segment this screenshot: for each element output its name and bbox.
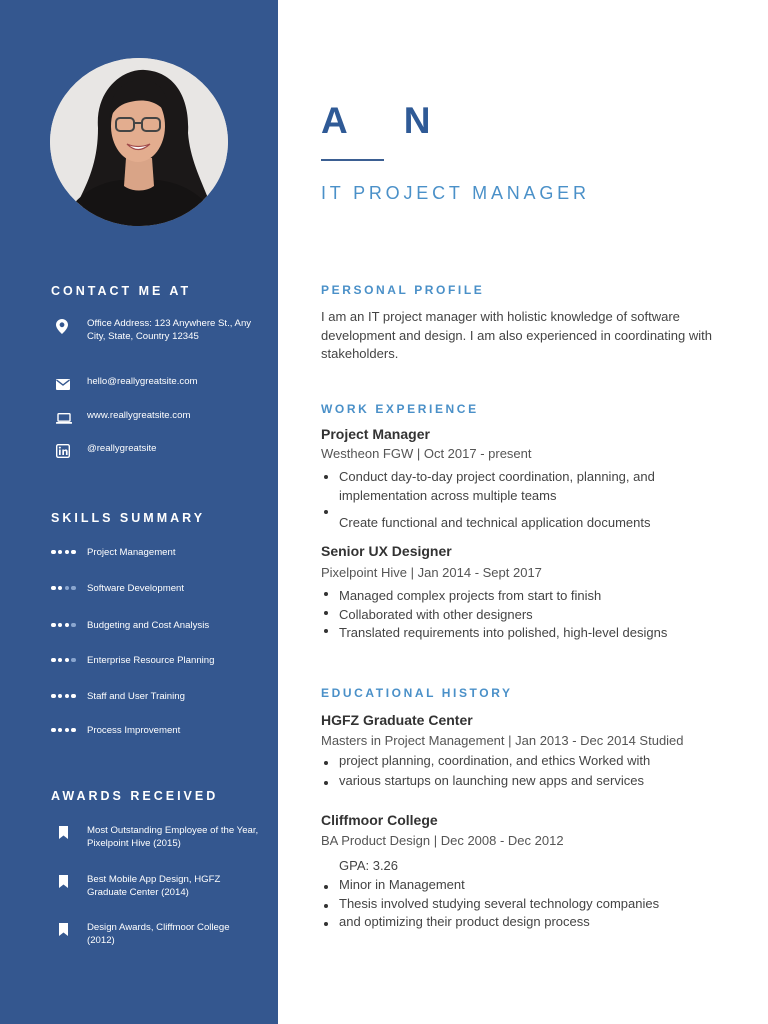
skill-label: Project Management <box>87 546 176 558</box>
bullet-text: and optimizing their product design process <box>339 914 590 929</box>
skill-level-dots <box>51 586 87 591</box>
skill-level-dot <box>58 694 63 699</box>
job-bullet <box>321 606 731 625</box>
bullet-text: Minor in Management <box>339 877 465 892</box>
bullet-dot <box>324 629 328 633</box>
skill-level-dot <box>58 550 63 555</box>
portrait-illustration <box>50 58 228 226</box>
sidebar <box>0 0 278 1024</box>
bullet-dot <box>324 475 328 479</box>
job-title: Senior UX Designer <box>321 543 452 559</box>
school-meta: BA Product Design | Dec 2008 - Dec 2012 <box>321 833 564 848</box>
full-name: A N <box>321 100 432 141</box>
job-meta: Pixelpoint Hive | Jan 2014 - Sept 2017 <box>321 565 542 580</box>
bullet-text: Managed complex projects from start to finish <box>339 588 602 603</box>
bullet-text: Collaborated with other designers <box>339 607 533 622</box>
bullet-text: Thesis involved studying several technology companies <box>339 896 660 911</box>
skills-heading: SKILLS SUMMARY <box>51 511 206 525</box>
skill-level-dots <box>51 623 87 628</box>
job-bullet <box>321 514 731 533</box>
skill-item <box>51 619 209 631</box>
bullet-dot <box>324 761 328 765</box>
skill-level-dot <box>58 586 63 591</box>
job-role: IT PROJECT MANAGER <box>321 183 590 203</box>
location-pin-icon <box>56 318 76 334</box>
skill-label: Process Improvement <box>87 724 181 736</box>
skill-level-dot <box>71 623 76 628</box>
bullet-dot <box>324 922 328 926</box>
address-text: Office Address: 123 Anywhere St., Any City, State, Country 12345 <box>87 318 252 342</box>
bullet-dot <box>324 611 328 615</box>
award-text: Design Awards, Cliffmoor College (2012) <box>87 922 230 946</box>
skill-level-dots <box>51 658 87 663</box>
edu-gpa <box>321 857 731 876</box>
job-bullet <box>321 624 731 643</box>
skill-level-dot <box>58 658 63 663</box>
school-name: HGFZ Graduate Center <box>321 712 473 728</box>
edu-bullet <box>321 752 731 771</box>
skill-level-dot <box>65 623 70 628</box>
school-meta: Masters in Project Management | Jan 2013 - Dec 2014 Studied <box>321 733 684 748</box>
bullet-text: project planning, coordination, and ethics Worked with <box>339 753 651 768</box>
skill-item <box>51 546 176 558</box>
bullet-text: Conduct day-to-day project coordination, planning, and implementation across multiple teams <box>339 469 655 503</box>
award-text: Most Outstanding Employee of the Year, Pixelpoint Hive (2015) <box>87 825 259 849</box>
profile-text: I am an IT project manager with holistic knowledge of software development and design. I am also experienced in coordinating with stakeholders. <box>321 309 712 361</box>
skill-level-dots <box>51 728 87 733</box>
bookmark-icon <box>59 874 69 893</box>
bullet-text: various startups on launching new apps and services <box>339 773 644 788</box>
education-heading: EDUCATIONAL HISTORY <box>321 686 513 700</box>
bullet-dot <box>324 781 328 785</box>
contact-linkedin[interactable] <box>56 443 256 459</box>
bullet-dot <box>324 592 328 596</box>
award-item <box>59 922 259 947</box>
profile-photo <box>50 58 228 226</box>
skill-level-dot <box>51 694 56 699</box>
experience-heading: WORK EXPERIENCE <box>321 402 479 416</box>
skill-item <box>51 724 180 736</box>
skill-level-dot <box>71 550 76 555</box>
job-bullet <box>321 468 731 505</box>
name-divider <box>321 159 384 161</box>
job-title: Project Manager <box>321 426 430 442</box>
award-text: Best Mobile App Design, HGFZ Graduate Center (2014) <box>87 874 221 898</box>
bullet-dot <box>324 510 328 514</box>
skill-level-dot <box>71 728 76 733</box>
envelope-icon <box>56 376 76 392</box>
linkedin-handle[interactable]: @reallygreatsite <box>87 443 157 454</box>
skill-label: Budgeting and Cost Analysis <box>87 619 210 631</box>
skill-label: Enterprise Resource Planning <box>87 654 215 666</box>
skill-level-dot <box>65 728 70 733</box>
school-name: Cliffmoor College <box>321 812 438 828</box>
skill-item <box>51 654 214 666</box>
skill-item <box>51 690 185 702</box>
contact-email[interactable] <box>56 376 256 392</box>
website-link[interactable]: www.reallygreatsite.com <box>87 410 191 421</box>
skill-level-dot <box>65 694 70 699</box>
skill-level-dot <box>51 623 56 628</box>
bookmark-icon <box>59 922 69 941</box>
laptop-icon <box>56 410 76 426</box>
bullet-dot <box>324 885 328 889</box>
skill-level-dot <box>51 658 56 663</box>
skill-level-dot <box>71 694 76 699</box>
bullet-text: Create functional and technical application documents <box>339 515 651 530</box>
skill-level-dot <box>58 623 63 628</box>
email-link[interactable]: hello@reallygreatsite.com <box>87 376 198 387</box>
skill-level-dot <box>65 550 70 555</box>
edu-bullet <box>321 876 731 895</box>
award-item <box>59 874 259 899</box>
skill-level-dots <box>51 694 87 699</box>
job-meta: Westheon FGW | Oct 2017 - present <box>321 446 532 461</box>
skill-level-dot <box>51 586 56 591</box>
profile-heading: PERSONAL PROFILE <box>321 283 485 297</box>
contact-heading: CONTACT ME AT <box>51 284 192 298</box>
edu-bullet <box>321 772 731 791</box>
job-bullet <box>321 587 731 606</box>
skill-label: Software Development <box>87 582 185 594</box>
bullet-dot <box>324 904 328 908</box>
gpa-text: GPA: 3.26 <box>339 858 399 873</box>
skill-level-dot <box>51 728 56 733</box>
skill-level-dot <box>71 586 76 591</box>
linkedin-icon <box>56 443 76 459</box>
contact-website[interactable] <box>56 410 256 426</box>
bookmark-icon <box>59 825 69 844</box>
edu-bullet <box>321 895 731 914</box>
skill-level-dot <box>65 658 70 663</box>
skill-label: Staff and User Training <box>87 690 185 702</box>
edu-bullet <box>321 913 731 932</box>
skill-level-dots <box>51 550 87 555</box>
skill-item <box>51 582 184 594</box>
contact-address <box>56 318 256 343</box>
award-item <box>59 825 259 850</box>
awards-heading: AWARDS RECEIVED <box>51 789 219 803</box>
skill-level-dot <box>71 658 76 663</box>
skill-level-dot <box>65 586 70 591</box>
skill-level-dot <box>58 728 63 733</box>
bullet-text: Translated requirements into polished, high-level designs <box>339 625 668 640</box>
skill-level-dot <box>51 550 56 555</box>
